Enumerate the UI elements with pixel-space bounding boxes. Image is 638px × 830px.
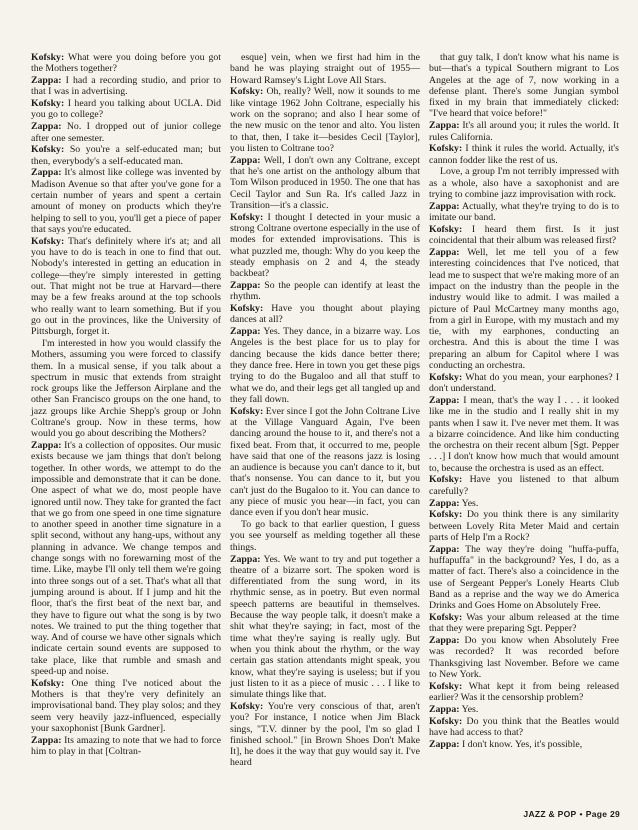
paragraph-text: What do you mean, your earphones? I don't understand. <box>429 371 619 395</box>
interview-paragraph <box>31 52 221 75</box>
paragraph-text: that guy talk, I don't know what his name is but—that's a typical Southern migrant to Los Angeles at the age of 7, now working in a defense plant. There's some Jungian symbol fixed in my brain that immediately clicked: "I've heard that voice before!" <box>429 52 619 120</box>
paragraph-text: Actually, what they're trying to do is to imitate our band. <box>429 200 619 224</box>
interview-paragraph <box>429 474 619 497</box>
paragraph-text: Have you listened to that album carefully? <box>429 474 619 497</box>
paragraph-text: Yes. <box>461 497 479 509</box>
speaker-label: Zappa: <box>31 75 62 87</box>
speaker-label: Kofsky: <box>429 715 463 727</box>
footer-magazine-name: JAZZ & POP <box>523 809 577 819</box>
interview-paragraph <box>429 247 619 371</box>
speaker-label: Zappa: <box>230 279 261 291</box>
paragraph-text: It's almost like college was invented by Madison Avenue so that after you've gone for a certain number of years and spent a certain amount of money on products which they're helping to sell to you, you'll get a piece of paper that says you're educated. <box>31 167 222 235</box>
interview-paragraph <box>31 144 221 167</box>
interview-paragraph <box>230 280 420 303</box>
speaker-label: Zappa: <box>429 200 460 212</box>
paragraph-text: I thought I detected in your music a strong Coltrane overtone especially in the use of modes for extended improvisations. This is what puzzled me, though: Why do you keep the steady emphasis on 2 and 4, the steady backbeat? <box>230 211 420 280</box>
speaker-label: Zappa: <box>429 247 460 259</box>
interview-paragraph <box>31 440 221 677</box>
speaker-label: Kofsky: <box>429 223 463 235</box>
speaker-label: Zappa: <box>429 703 460 715</box>
speaker-label: Kofsky: <box>31 235 65 247</box>
speaker-label: Zappa: <box>429 635 460 647</box>
paragraph-text: So you're a self-educated man; but then, everybody's a self-educated man. <box>31 144 222 167</box>
article-column-3 <box>429 52 619 769</box>
speaker-label: Kofsky: <box>429 371 463 383</box>
paragraph-text: It's a collection of opposites. Our music exists because we jam things that don't belong together. In other words, we attempt to do the impossible and demonstrate that it can be done. One aspect of what we do, most people have ignored until now. They take for granted the fact that we go from one speed in one time signature to another speed in another time signature in a split second, without any hang-ups, without any planning in advance. We change tempos and change songs with no forewarning most of the time. Like, maybe I'll only tell them we're going into three songs out of a set. That's what all that jumping around is about. If I jump and hit the floor, that's the first beat of the next bar, and they have to figure out what the song is by two notes. We trained to put the thing together that way. And of course we have other signals which indicate certain sound events are supposed to take place, like that rumble and smash and speed-up and noise. <box>31 440 221 678</box>
paragraph-text: That's definitely where it's at; and all you have to do is teach in one to find that out. Nobody's interested in getting an education in college—they're simply interested in getting out. That might not be true at Harvard—there may be a few freaks around at the top schools who really want to learn something. But if you go out in the provinces, like the University of Pittsburgh, forget it. <box>31 235 222 338</box>
interview-paragraph <box>429 372 619 395</box>
speaker-label: Zappa: <box>429 120 460 132</box>
interview-paragraph <box>429 395 619 474</box>
paragraph-text: Do you know when Absolutely Free was recorded? It was recorded before Thanksgiving last November. Before we came to New York. <box>429 635 619 681</box>
paragraph-text: Yes. They dance, in a bizarre way. Los Angeles is the best place for us to play for dancing because the kids dance better there; they dance free. Here in town you get these pigs trying to do the Bugaloo and all that stuff to what we do, and their legs get all tangled up and they fall down. <box>230 326 420 405</box>
interview-paragraph <box>31 98 221 121</box>
paragraph-text: Ever since I got the John Coltrane Live at the Village Vanguard Again, I've been dancing around the house to it, and there's not a fixed beat. From that, it occurred to me, people have said that one of the reasons jazz is losing an audience is because you can't dance to it, but that's nonsense. You can dance to it, but you can't just do the Bugaloo to it. You can dance to any piece of music you hear—in fact, you can dance even if you don't hear music. <box>230 405 420 519</box>
footer-separator: • <box>579 809 583 819</box>
paragraph-text: Love, a group I'm not terribly impressed with as a whole, also have a saxophonist and are trying to combine jazz improvisation with rock. <box>429 166 619 201</box>
paragraph-text: I heard you talking about UCLA. Did you go to college? <box>31 98 221 121</box>
article-columns <box>31 52 621 769</box>
paragraph-text: What kept it from being released earlier? Was it the censorship problem? <box>429 680 619 704</box>
paragraph-text: To go back to that earlier question, I guess you see yourself as melding together all these things. <box>230 519 420 553</box>
speaker-label: Kofsky: <box>230 86 264 98</box>
speaker-label: Kofsky: <box>31 52 65 63</box>
interview-paragraph <box>429 498 619 509</box>
interview-paragraph <box>230 701 420 769</box>
interview-paragraph <box>429 716 619 739</box>
speaker-label: Kofsky: <box>230 303 264 315</box>
speaker-label: Zappa: <box>31 121 62 133</box>
paragraph-text: Well, let me tell you of a few interesting coincidences that I've noticed, that lead me to suspect that we're making more of an impact on the industry than the people in the industry would like to admit. I was mailed a picture of Paul McCartney many months ago, from a girl in Europe, with my mustach and my tie, with my earphones, conducting an orchestra. And this is about the time I was preparing an album for Capitol where I was conducting an orchestra. <box>429 247 620 372</box>
interview-paragraph <box>31 678 221 734</box>
interview-paragraph <box>429 681 619 704</box>
speaker-label: Kofsky: <box>31 144 65 156</box>
interview-paragraph <box>230 52 420 86</box>
speaker-label: Zappa: <box>429 497 460 509</box>
speaker-label: Kofsky: <box>429 474 463 486</box>
speaker-label: Zappa: <box>230 326 261 338</box>
interview-paragraph <box>31 167 221 235</box>
speaker-label: Zappa: <box>230 154 261 166</box>
paragraph-text: I'm interested in how you would classify the Mothers, assuming you were forced to classify them. In a musical sense, if you talk about a spectrum in music that extends from straight rock groups like the Jefferson Airplane and the other San Francisco groups on the one hand, to jazz groups like Archie Shepp's group or John Coltrane's group. Now in these terms, how would you go about describing the Mothers? <box>31 337 221 440</box>
paragraph-text: I heard them first. Is it just coincidental that their album was released first? <box>429 223 619 247</box>
paragraph-text: esque] vein, when we first had him in the band he was playing straight out of 1955—Howard Ramsey's Light Love All Stars. <box>230 52 420 86</box>
speaker-label: Zappa: <box>429 394 460 406</box>
interview-paragraph <box>429 509 619 543</box>
interview-paragraph <box>31 236 221 338</box>
paragraph-text: I had a recording studio, and prior to that I was in advertising. <box>31 75 221 98</box>
paragraph-text: Have you thought about playing dances at all? <box>230 303 421 326</box>
paragraph-text: Was your album released at the time that they were preparing Sgt. Pepper? <box>429 612 619 635</box>
interview-paragraph <box>31 338 221 440</box>
speaker-label: Kofsky: <box>230 211 264 223</box>
paragraph-text: No. I dropped out of junior college after one semester. <box>31 121 221 144</box>
paragraph-text: I don't know. Yes, it's possible, <box>461 738 583 750</box>
interview-paragraph <box>429 224 619 247</box>
interview-paragraph <box>429 544 619 612</box>
interview-paragraph <box>230 155 420 211</box>
paragraph-text: One thing I've noticed about the Mothers is that they're very definitely an improvisational band. They play solos; and they seem very heavily jazz-influenced, especially your saxophonist [Bunk Gardner]. <box>31 677 221 735</box>
interview-paragraph <box>230 406 420 519</box>
interview-paragraph <box>230 326 420 405</box>
speaker-label: Zappa: <box>230 553 261 565</box>
interview-paragraph <box>429 143 619 166</box>
interview-paragraph <box>429 612 619 635</box>
speaker-label: Zappa: <box>31 440 62 452</box>
paragraph-text: It's all around you; it rules the world. It rules California. <box>429 120 619 143</box>
paragraph-text: Do you think that the Beatles would have had access to that? <box>429 715 620 739</box>
speaker-label: Kofsky: <box>31 677 65 689</box>
paragraph-text: Its amazing to note that we had to force him to play in that [Coltran- <box>31 734 221 758</box>
speaker-label: Zappa: <box>429 543 460 555</box>
speaker-label: Kofsky: <box>429 612 463 624</box>
paragraph-text: You're very conscious of that, aren't you? For instance, I notice when Jim Black sings, "T.V. dinner by the pool, I'm so glad I finished school." [in Brown Shoes Don't Make It], he does it the way that guy would say it. I've heard <box>230 700 420 769</box>
footer-page-number: Page 29 <box>585 809 620 819</box>
paragraph-text: Do you think there is any similarity between Lovely Rita Meter Maid and certain parts of Help I'm a Rock? <box>429 509 619 543</box>
paragraph-text: Oh, really? Well, now it sounds to me like vintage 1962 John Coltrane, especially his work on the soprano; and also I hear some of the new music on the tenor and alto. You listen to that, then, I take it—besides Cecil [Taylor], you listen to Coltrane too? <box>230 86 420 154</box>
interview-paragraph <box>429 635 619 680</box>
interview-paragraph <box>429 704 619 715</box>
page-footer <box>523 809 620 819</box>
interview-paragraph <box>31 121 221 144</box>
interview-paragraph <box>429 166 619 200</box>
paragraph-text: I mean, that's the way I . . . it looked like me in the studio and I really shit in my pants when I saw it. I've never met them. It was a bizarre coincidence. And like him conducting the orchestra on their recent album [Sgt. Pepper . . .] I don't know how much that would amount to, because the orchestra is used as an effect. <box>429 394 620 474</box>
paragraph-text: Yes. We want to try and put together a theatre of a bizarre sort. The spoken word is differentiated from the sung word, in its rhythmic sense, as in poetry. But even normal speech patterns are beautiful in themselves. Because the way people talk, it doesn't make a shit what they're saying; in fact, most of the time what they're saying is really ugly. But when you think about the rhythm, or the way certain gas station attendants might speak, you know, what they're saying is useless; but if you just listen to it as a piece of music . . . I like to simulate things like that. <box>230 553 421 701</box>
article-column-2 <box>230 52 420 769</box>
speaker-label: Zappa: <box>31 167 62 179</box>
interview-paragraph <box>230 303 420 326</box>
speaker-label: Kofsky: <box>31 98 65 110</box>
speaker-label: Kofsky: <box>230 405 264 417</box>
paragraph-text: I think it rules the world. Actually, it's cannon fodder like the rest of us. <box>429 143 619 166</box>
interview-paragraph <box>429 739 619 750</box>
speaker-label: Kofsky: <box>429 509 463 521</box>
interview-paragraph <box>429 52 619 120</box>
paragraph-text: Well, I don't own any Coltrane, except that he's one artist on the anthology album that Tom Wilson produced in 1950. The one that has Cecil Taylor and Sun Ra. It's called Jazz in Transition—it's a classic. <box>230 154 420 211</box>
speaker-label: Zappa: <box>31 734 62 746</box>
interview-paragraph <box>230 519 420 553</box>
speaker-label: Kofsky: <box>429 680 463 692</box>
speaker-label: Zappa: <box>429 738 460 750</box>
paragraph-text: So the people can identify at least the rhythm. <box>230 279 420 303</box>
speaker-label: Kofsky: <box>429 143 463 155</box>
interview-paragraph <box>429 120 619 143</box>
interview-paragraph <box>429 201 619 224</box>
article-column-1 <box>31 52 221 769</box>
interview-paragraph <box>230 86 420 154</box>
speaker-label: Kofsky: <box>230 700 264 712</box>
paragraph-text: What were you doing before you got the Mothers together? <box>31 52 221 75</box>
paragraph-text: Yes. <box>461 703 479 715</box>
interview-paragraph <box>31 735 221 758</box>
paragraph-text: The way they're doing "huffa-puffa, huffapuffa" in the background? Yes, I do, as a matter of fact. There's also a coincidence in the use of Sergeant Pepper's Lonely Hearts Club Band as a reprise and the way we do America Drinks and Goes Home on Absolutely Free. <box>429 543 620 612</box>
interview-paragraph <box>230 212 420 280</box>
interview-paragraph <box>230 554 420 701</box>
interview-paragraph <box>31 75 221 98</box>
